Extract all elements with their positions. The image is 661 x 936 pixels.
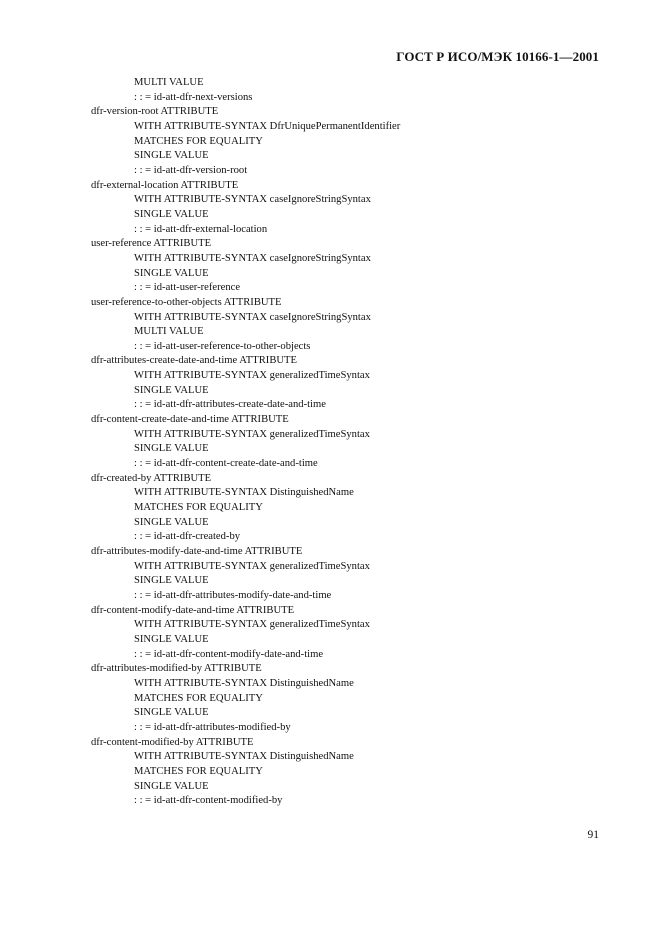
definition-clause-line: : : = id-att-dfr-next-versions [134, 91, 253, 103]
definition-clause-line: : : = id-att-dfr-external-location [134, 223, 268, 235]
definition-clause-line: : : = id-att-dfr-attributes-create-date-and-time [134, 399, 326, 411]
definition-clause-line: MATCHES FOR EQUALITY [134, 135, 263, 147]
definition-clause-line: WITH ATTRIBUTE-SYNTAX caseIgnoreStringSyntax [134, 252, 371, 264]
definition-clause-line: : : = id-att-dfr-created-by [134, 531, 241, 543]
attribute-definition-line: user-reference-to-other-objects ATTRIBUTE [91, 296, 282, 308]
definition-clause-line: : : = id-att-dfr-content-modify-date-and-time [134, 648, 324, 660]
definition-clause-line: : : = id-att-dfr-content-modified-by [134, 795, 283, 807]
definition-clause-line: : : = id-att-user-reference [134, 282, 241, 294]
definition-clause-line: SINGLE VALUE [134, 633, 209, 645]
definition-clause-line: SINGLE VALUE [134, 267, 209, 279]
attribute-definition-line: dfr-content-create-date-and-time ATTRIBUTE [91, 414, 289, 426]
attribute-definition-line: dfr-created-by ATTRIBUTE [91, 472, 212, 484]
definition-clause-line: WITH ATTRIBUTE-SYNTAX generalizedTimeSyntax [134, 560, 370, 572]
attribute-definition-line: user-reference ATTRIBUTE [91, 238, 212, 250]
definition-clause-line: : : = id-att-dfr-attributes-modified-by [134, 721, 291, 733]
definition-clause-line: SINGLE VALUE [134, 575, 209, 587]
definition-clause-line: MULTI VALUE [134, 77, 204, 88]
definition-clause-line: SINGLE VALUE [134, 208, 209, 220]
definition-clause-line: SINGLE VALUE [134, 707, 209, 719]
definition-clause-line: WITH ATTRIBUTE-SYNTAX caseIgnoreStringSyntax [134, 311, 371, 323]
attribute-definition-line: dfr-attributes-create-date-and-time ATTRIBUTE [91, 355, 297, 367]
attribute-definition-line: dfr-content-modify-date-and-time ATTRIBUTE [91, 604, 295, 616]
definition-clause-line: SINGLE VALUE [134, 516, 209, 528]
definition-clause-line: WITH ATTRIBUTE-SYNTAX DfrUniquePermanentIdentifier [134, 120, 401, 132]
definition-clause-line: WITH ATTRIBUTE-SYNTAX generalizedTimeSyntax [134, 619, 370, 631]
definition-clause-line: WITH ATTRIBUTE-SYNTAX generalizedTimeSyntax [134, 370, 370, 382]
definition-clause-line: : : = id-att-dfr-content-create-date-and-time [134, 458, 318, 470]
definition-clause-line: MATCHES FOR EQUALITY [134, 502, 263, 514]
definition-clause-line: MATCHES FOR EQUALITY [134, 765, 263, 777]
definition-clause-line: : : = id-att-user-reference-to-other-objects [134, 340, 311, 352]
attribute-definition-line: dfr-external-location ATTRIBUTE [91, 179, 239, 191]
attribute-definition-line: dfr-content-modified-by ATTRIBUTE [91, 736, 254, 748]
attribute-definition-line: dfr-version-root ATTRIBUTE [91, 106, 219, 118]
page-number: 91 [587, 829, 599, 841]
definition-clause-line: SINGLE VALUE [134, 443, 209, 455]
definition-clause-line: MULTI VALUE [134, 326, 204, 338]
definition-clause-line: WITH ATTRIBUTE-SYNTAX DistinguishedName [134, 487, 354, 499]
definition-clause-line: : : = id-att-dfr-version-root [134, 164, 248, 176]
definition-clause-line: SINGLE VALUE [134, 384, 209, 396]
definition-clause-line: SINGLE VALUE [134, 150, 209, 162]
definition-clause-line: MATCHES FOR EQUALITY [134, 692, 263, 704]
definition-clause-line: SINGLE VALUE [134, 780, 209, 792]
definition-clause-line: WITH ATTRIBUTE-SYNTAX DistinguishedName [134, 677, 354, 689]
definition-clause-line: : : = id-att-dfr-attributes-modify-date-and-time [134, 589, 332, 601]
attribute-definition-line: dfr-attributes-modified-by ATTRIBUTE [91, 663, 262, 675]
definition-clause-line: WITH ATTRIBUTE-SYNTAX DistinguishedName [134, 751, 354, 763]
asn1-definition-block [91, 76, 621, 809]
document-header: ГОСТ Р ИСО/МЭК 10166-1—2001 [396, 49, 599, 64]
definition-clause-line: WITH ATTRIBUTE-SYNTAX caseIgnoreStringSyntax [134, 194, 371, 206]
attribute-definition-line: dfr-attributes-modify-date-and-time ATTRIBUTE [91, 546, 303, 557]
definition-clause-line: WITH ATTRIBUTE-SYNTAX generalizedTimeSyntax [134, 428, 370, 440]
